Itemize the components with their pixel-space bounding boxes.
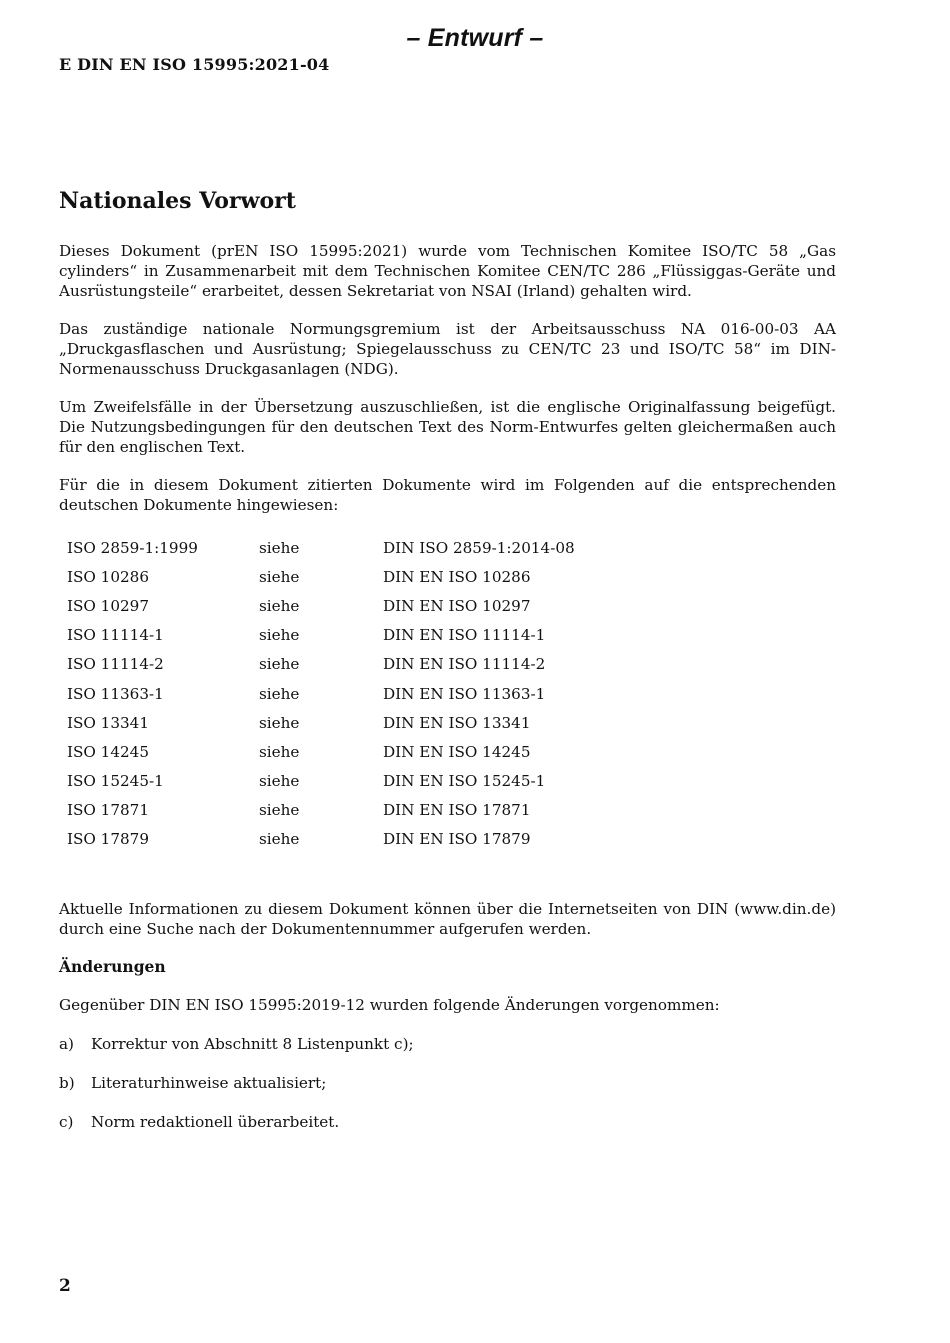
reference-see: siehe <box>259 567 300 586</box>
paragraph-references-intro: Für die in diesem Dokument zitierten Dokumente wird im Folgenden auf die entsprechenden deutschen Dokumente hingewiesen: <box>59 476 836 514</box>
reference-see: siehe <box>259 801 300 820</box>
reference-see: siehe <box>259 713 300 732</box>
reference-iso: ISO 17879 <box>67 830 149 849</box>
paragraph-translation: Um Zweifelsfälle in der Übersetzung auszuschließen, ist die englische Originalfassung beigefügt. Die Nutzungsbedingungen für den deutschen Text des Norm-Entwurfes gelten gleichermaßen auch für den englischen Text. <box>59 398 836 456</box>
list-item <box>59 1034 836 1054</box>
changes-heading: Änderungen <box>59 957 166 977</box>
reference-iso: ISO 13341 <box>67 713 149 732</box>
document-id: E DIN EN ISO 15995:2021-04 <box>59 55 330 74</box>
reference-din: DIN EN ISO 11363-1 <box>383 684 546 703</box>
reference-iso: ISO 10286 <box>67 567 149 586</box>
reference-din: DIN EN ISO 10286 <box>383 567 531 586</box>
table-row <box>59 796 683 825</box>
list-marker: b) <box>59 1074 75 1093</box>
table-row <box>59 679 683 708</box>
reference-see: siehe <box>259 772 300 791</box>
reference-table <box>59 533 683 854</box>
list-item <box>59 1073 836 1093</box>
reference-din: DIN EN ISO 11114-2 <box>383 655 546 674</box>
paragraph-national-body: Das zuständige nationale Normungsgremium ist der Arbeitsausschuss NA 016-00-03 AA „Druckgasflaschen und Ausrüstung; Spiegelausschuss zu CEN/TC 23 und ISO/TC 58“ im DIN-Normenausschuss Druckgasanlagen (NDG). <box>59 320 836 378</box>
reference-iso: ISO 11114-1 <box>67 626 164 645</box>
reference-see: siehe <box>259 684 300 703</box>
table-row <box>59 825 683 854</box>
reference-see: siehe <box>259 655 300 674</box>
reference-din: DIN EN ISO 14245 <box>383 742 531 761</box>
reference-din: DIN EN ISO 11114-1 <box>383 626 546 645</box>
reference-din: DIN EN ISO 15245-1 <box>383 772 546 791</box>
reference-iso: ISO 17871 <box>67 801 149 820</box>
table-row <box>59 533 683 562</box>
reference-iso: ISO 2859-1:1999 <box>67 538 198 557</box>
draft-banner: – Entwurf – <box>406 24 544 52</box>
reference-iso: ISO 11363-1 <box>67 684 164 703</box>
reference-iso: ISO 15245-1 <box>67 772 164 791</box>
reference-din: DIN EN ISO 17871 <box>383 801 531 820</box>
list-text: Literaturhinweise aktualisiert; <box>91 1074 327 1093</box>
reference-iso: ISO 11114-2 <box>67 655 164 674</box>
changes-list <box>59 1034 836 1132</box>
reference-see: siehe <box>259 742 300 761</box>
reference-see: siehe <box>259 830 300 849</box>
table-row <box>59 650 683 679</box>
reference-din: DIN EN ISO 13341 <box>383 713 531 732</box>
table-row <box>59 562 683 591</box>
table-row <box>59 591 683 620</box>
paragraph-info: Aktuelle Informationen zu diesem Dokument können über die Internetseiten von DIN (www.din.de) durch eine Suche nach der Dokumentennummer aufgerufen werden. <box>59 900 836 939</box>
list-text: Korrektur von Abschnitt 8 Listenpunkt c); <box>91 1035 414 1054</box>
reference-see: siehe <box>259 596 300 615</box>
table-row <box>59 708 683 737</box>
list-marker: c) <box>59 1113 74 1132</box>
table-row <box>59 767 683 796</box>
reference-see: siehe <box>259 538 300 557</box>
reference-iso: ISO 10297 <box>67 596 149 615</box>
page-content <box>59 188 836 1151</box>
page-title: Nationales Vorwort <box>59 188 296 214</box>
list-item <box>59 1112 836 1132</box>
list-text: Norm redaktionell überarbeitet. <box>91 1113 340 1132</box>
reference-iso: ISO 14245 <box>67 742 149 761</box>
reference-din: DIN EN ISO 10297 <box>383 596 531 615</box>
reference-din: DIN ISO 2859-1:2014-08 <box>383 538 575 557</box>
paragraph-committee: Dieses Dokument (prEN ISO 15995:2021) wurde vom Technischen Komitee ISO/TC 58 „Gas cylinders“ in Zusammenarbeit mit dem Technischen Komitee CEN/TC 286 „Flüssiggas-Geräte und Ausrüstungsteile“ erarbeitet, dessen Sekretariat von NSAI (Irland) gehalten wird. <box>59 242 836 300</box>
page-number: 2 <box>59 1276 71 1296</box>
table-row <box>59 737 683 766</box>
table-row <box>59 621 683 650</box>
list-marker: a) <box>59 1035 74 1054</box>
reference-see: siehe <box>259 626 300 645</box>
reference-din: DIN EN ISO 17879 <box>383 830 531 849</box>
changes-intro: Gegenüber DIN EN ISO 15995:2019-12 wurden folgende Änderungen vorgenommen: <box>59 996 720 1015</box>
